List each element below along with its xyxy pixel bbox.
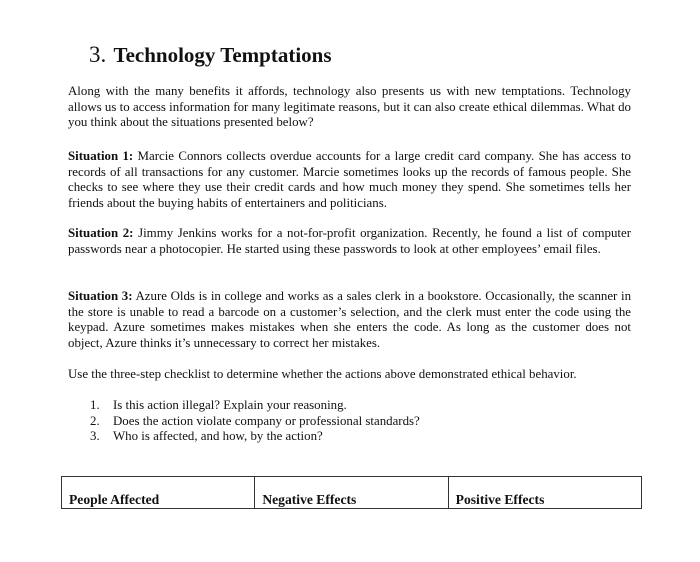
table-header-cell bbox=[255, 477, 448, 508]
table-header-cell bbox=[449, 477, 641, 508]
positive-effects-header: Positive Effects bbox=[455, 492, 545, 507]
effects-table bbox=[61, 476, 642, 509]
situation-3-paragraph bbox=[68, 289, 631, 351]
situation-1-text: Marcie Connors collects overdue accounts for a large credit card company. She has access to records of all transactions for any customer. Marcie sometimes looks up the records of famous people. She checks to see where they use their credit cards and how much money they spend. She sometimes tells her friends about the buying habits of entertainers and politicians. bbox=[68, 149, 632, 210]
checklist-item bbox=[90, 429, 420, 445]
table-header-cell bbox=[62, 477, 255, 508]
situation-1-paragraph bbox=[68, 149, 631, 211]
checklist-item-text: Is this action illegal? Explain your reasoning. bbox=[113, 398, 347, 412]
situation-3-text: Azure Olds is in college and works as a sales clerk in a bookstore. Occasionally, the scanner in the store is unable to read a barcode on a customer’s selection, and the clerk must enter the code using the keypad. Azure sometimes makes mistakes when she enters the code. As long as the customer does not object, Azure thinks it’s unnecessary to correct her mistakes. bbox=[68, 289, 632, 350]
situation-2-paragraph bbox=[68, 226, 631, 257]
checklist bbox=[90, 398, 420, 445]
intro-paragraph: Along with the many benefits it affords, technology also presents us with new temptations. Technology allows us to access information for many legitimate reasons, but it can also create ethical dilemmas. What do you think about the situations presented below? bbox=[68, 84, 631, 130]
situation-3-label: Situation 3: bbox=[68, 289, 133, 303]
negative-effects-header: Negative Effects bbox=[262, 492, 357, 507]
section-heading bbox=[89, 42, 332, 68]
section-title: Technology Temptations bbox=[113, 43, 332, 67]
situation-1-label: Situation 1: bbox=[68, 149, 134, 163]
checklist-item-number: 3. bbox=[90, 429, 100, 444]
people-affected-header: People Affected bbox=[69, 492, 160, 507]
checklist-item bbox=[90, 398, 420, 414]
checklist-item-text: Does the action violate company or professional standards? bbox=[113, 413, 420, 428]
situation-2-label: Situation 2: bbox=[68, 226, 134, 240]
checklist-intro: Use the three-step checklist to determine whether the actions above demonstrated ethical behavior. bbox=[68, 367, 577, 381]
checklist-item-number: 1. bbox=[90, 398, 100, 412]
checklist-item-text: Who is affected, and how, by the action? bbox=[113, 429, 323, 444]
situation-2-text: Jimmy Jenkins works for a not-for-profit organization. Recently, he found a list of computer passwords near a photocopier. He started using these passwords to look at other employees’ email files. bbox=[68, 226, 631, 256]
checklist-item-number: 2. bbox=[90, 413, 100, 428]
checklist-item bbox=[90, 414, 420, 430]
section-number: 3. bbox=[89, 42, 107, 67]
